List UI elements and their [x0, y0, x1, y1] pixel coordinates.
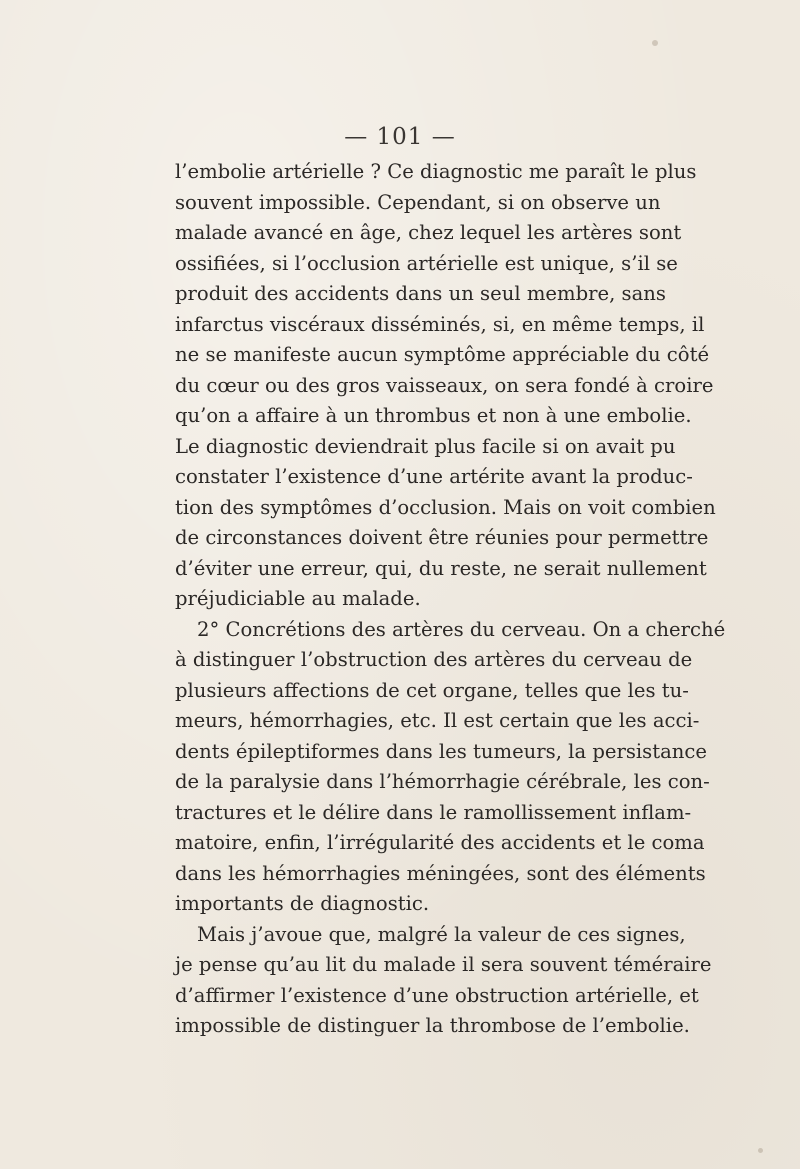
text-line: produit des accidents dans un seul membre, sans [175, 282, 666, 305]
paper-stain [652, 40, 658, 46]
paragraph-2 [175, 615, 726, 920]
text-line: à distinguer l’obstruction des artères du cerveau de [175, 648, 693, 671]
paragraph-1 [175, 157, 716, 615]
text-line: meurs, hémorrhagies, etc. Il est certain que les acci- [175, 709, 700, 732]
text-line: plusieurs affections de cet organe, telles que les tu- [175, 678, 689, 702]
text-line: impossible de distinguer la thrombose de l’embolie. [175, 1014, 690, 1037]
text-line: importants de diagnostic. [175, 892, 430, 915]
text-line: Le diagnostic deviendrait plus facile si on avait pu [175, 434, 676, 458]
page-number: — 101 — [344, 124, 456, 150]
text-line: dans les hémorrhagies méningées, sont des éléments [175, 861, 706, 885]
body-text [175, 157, 726, 1042]
text-line: dents épileptiformes dans les tumeurs, la persistance [175, 739, 707, 763]
text-line: tractures et le délire dans le ramollissement inflam- [175, 800, 692, 824]
text-line: de circonstances doivent être réunies pour permettre [175, 526, 709, 549]
text-line: ossifiées, si l’occlusion artérielle est unique, s’il se [175, 251, 678, 275]
text-line: préjudiciable au malade. [175, 587, 421, 610]
text-line: d’affirmer l’existence d’une obstruction artérielle, et [175, 983, 699, 1007]
text-line: je pense qu’au lit du malade il sera souvent téméraire [175, 953, 712, 976]
text-line: tion des symptômes d’occlusion. Mais on voit combien [175, 495, 716, 519]
text-line: souvent impossible. Cependant, si on observe un [175, 190, 661, 214]
text-line: malade avancé en âge, chez lequel les artères sont [175, 221, 682, 244]
text-line: Mais j’avoue que, malgré la valeur de ces signes, [197, 922, 686, 946]
text-line: l’embolie artérielle ? Ce diagnostic me paraît le plus [175, 160, 697, 183]
text-line: de la paralysie dans l’hémorrhagie cérébrale, les con- [175, 770, 710, 793]
text-line: matoire, enfin, l’irrégularité des accidents et le coma [175, 831, 705, 854]
text-line: 2° Concrétions des artères du cerveau. On a cherché [197, 617, 726, 641]
paper-stain [758, 1148, 763, 1153]
text-line: ne se manifeste aucun symptôme appréciable du côté [175, 343, 710, 366]
paragraph-3 [175, 920, 712, 1042]
text-line: constater l’existence d’une artérite avant la produc- [175, 465, 693, 488]
text-line: du cœur ou des gros vaisseaux, on sera fondé à croire [175, 373, 714, 397]
text-line: qu’on a affaire à un thrombus et non à une embolie. [175, 404, 692, 427]
text-line: infarctus viscéraux disséminés, si, en même temps, il [175, 312, 705, 336]
text-line: d’éviter une erreur, qui, du reste, ne serait nullement [175, 556, 707, 580]
